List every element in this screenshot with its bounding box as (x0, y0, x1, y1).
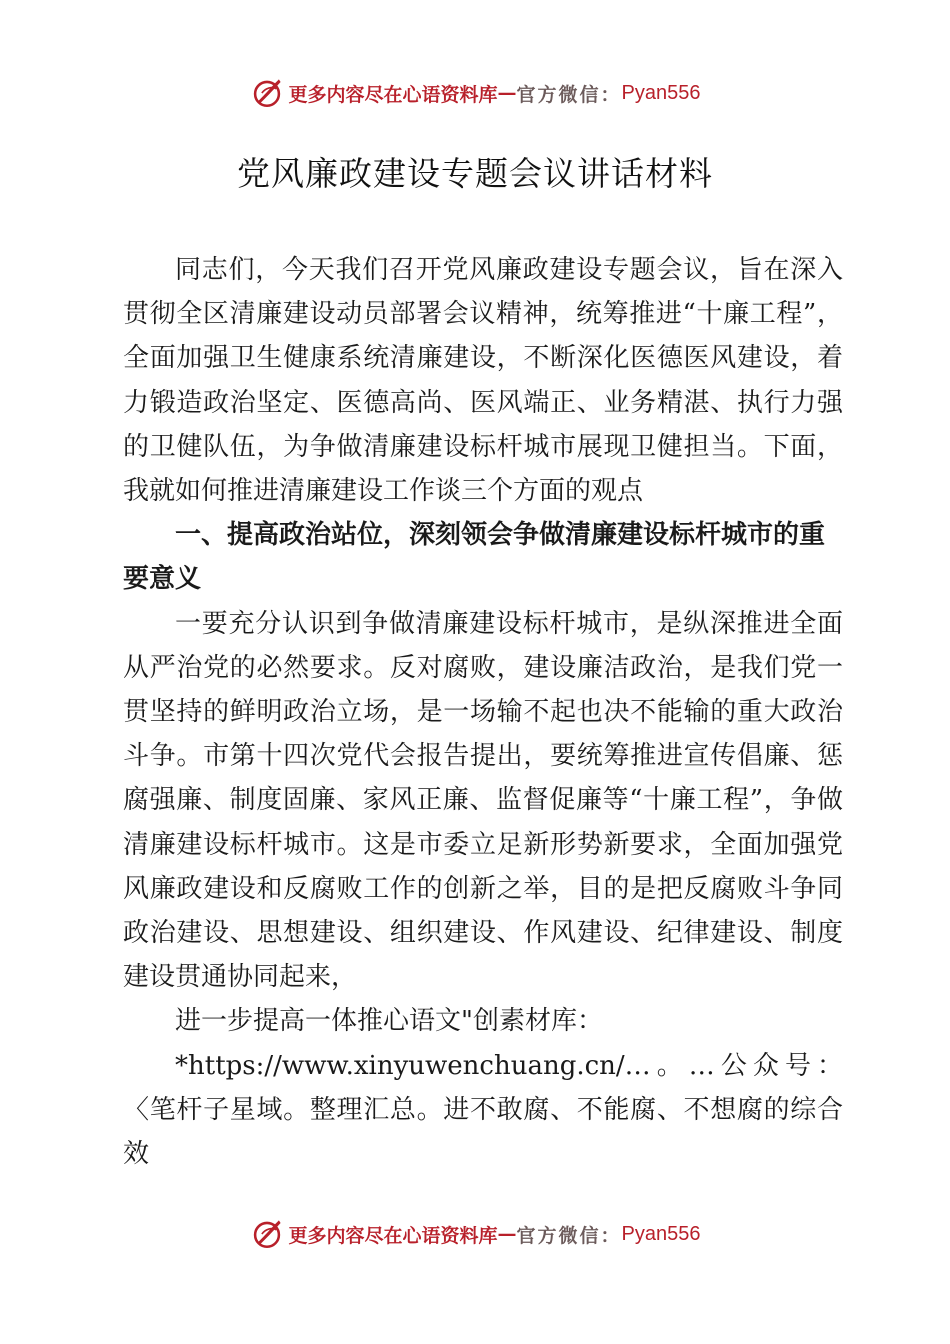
url-line: *https://www.xinyuwenchuang.cn/…。…公众号：〈笔杆子星域。整理汇总。进不敢腐、不能腐、不想腐的综合效 (123, 1050, 843, 1170)
document-body (123, 248, 843, 1176)
banner-brand: 更多内容尽在心语资料库 (288, 83, 498, 106)
intro-paragraph: 同志们，今天我们召开党风廉政建设专题会议，旨在深入贯彻全区清廉建设动员部署会议精神，统筹推进“十廉工程”，全面加强卫生健康系统清廉建设，不断深化医德医风建设，着力锻造政治坚定、医德高尚、医风端正、业务精湛、执行力强的卫健队伍，为争做清廉建设标杆城市展现卫健担当。下面，我就如何推进清廉建设工作谈三个方面的观点 (123, 255, 843, 507)
banner-wechat-id: Pyan556 (621, 1222, 701, 1245)
section-paragraph: 一要充分认识到争做清廉建设标杆城市，是纵深推进全面从严治党的必然要求。反对腐败，建设廉洁政治，是我们党一贯坚持的鲜明政治立场，是一场输不起也决不能输的重大政治斗争。市第十四次党代会报告提出，要统筹推进宣传倡廉、惩腐强廉、制度固廉、家风正廉、监督促廉等“十廉工程”，争做清廉建设标杆城市。这是市委立足新形势新要求，全面加强党风廉政建设和反腐败工作的创新之举，目的是把反腐败斗争同政治建设、思想建设、组织建设、作风建设、纪律建设、制度建设贯通协同起来， (123, 608, 843, 993)
banner-brand: 更多内容尽在心语资料库 (288, 1224, 498, 1247)
banner-wechat-id: Pyan556 (621, 81, 701, 104)
banner-dash: — (497, 1223, 517, 1245)
header-banner (0, 71, 950, 115)
inserted-line: 进一步提高一体推心语文"创素材库： (175, 1006, 603, 1037)
banner-official: 官方微信： (516, 83, 622, 106)
banner-official: 官方微信： (516, 1224, 622, 1247)
banner-dash: — (497, 82, 517, 104)
pen-logo-icon (250, 76, 284, 110)
section-heading: 一、提高政治站位，深刻领会争做清廉建设标杆城市的重要意义 (123, 520, 826, 595)
document-title: 党风廉政建设专题会议讲话材料 (237, 154, 713, 193)
footer-banner (0, 1212, 950, 1256)
pen-logo-icon (250, 1217, 284, 1251)
